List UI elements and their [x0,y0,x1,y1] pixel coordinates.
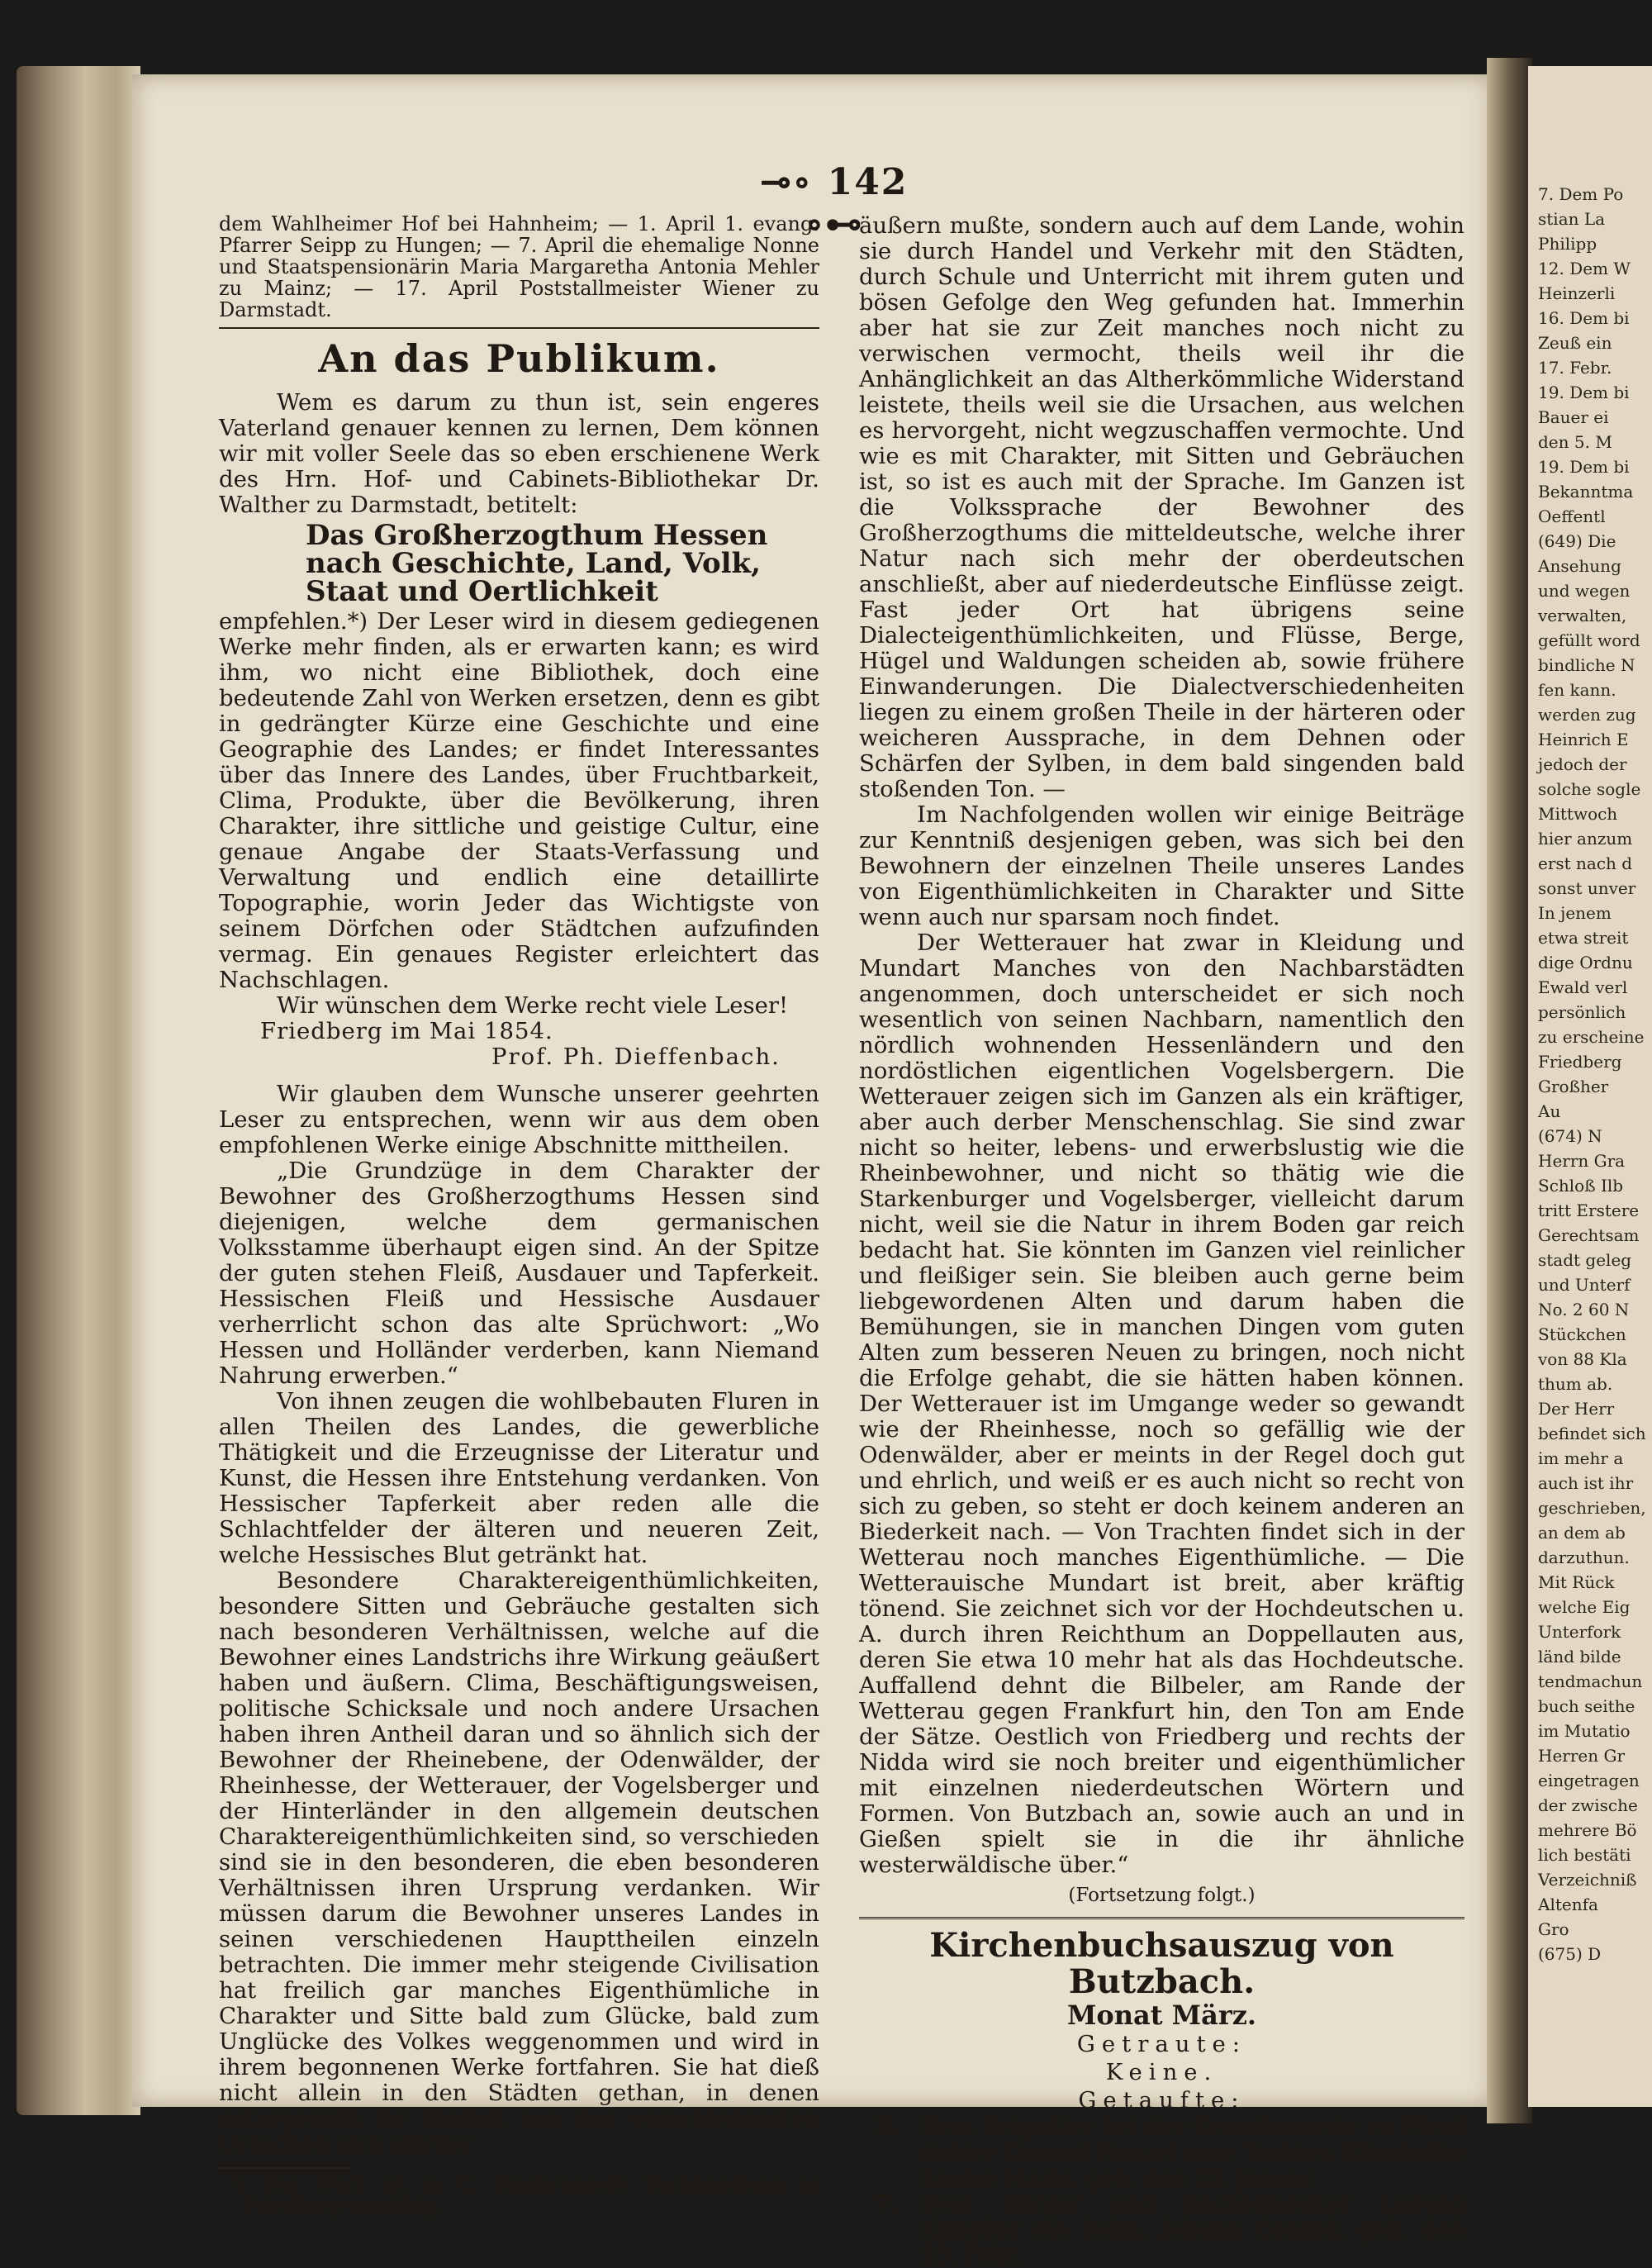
next-page-line: der zwische [1538,1795,1638,1815]
next-page-line: 12. Dem W [1538,259,1631,278]
next-page-line: Stückchen [1538,1324,1626,1344]
next-page-line: werden zug [1538,705,1636,725]
left-column [219,213,819,2217]
article-heading: An das Publikum. [318,336,720,381]
paragraph: äußern mußte, sondern auch auf dem Lande, wohin sie durch Handel und Verkehr mit den Städten, durch Schule und Unterricht mit ihrem guten und bösen Gefolge den Weg gefunden hat. Immerhin aber hat sie zur Zeit manches noch nicht zu verwischen vermocht, theils weil ihr die Anhänglichkeit an das Altherkömmliche Widerstand leistete, theils weil sie die Ursachen, aus welchen es hervorgeht, nicht wegzuschaffen vermochte. Und wie es mit Charakter, mit Sitten und Gebräuchen ist, so ist es auch mit der Sprache. Im Ganzen ist die Volkssprache der Bewohner des Großherzogthums die mitteldeutsche, welche ihrer Natur nach sich mehr der oberdeutschen anschließt, aber auf niederdeutsche Einflüsse zeigt. Fast jeder Ort hat übrigens seine Dialecteigenthümlichkeiten, und Flüsse, Berge, Hügel und Waldungen scheiden ab, sowie frühere Einwanderungen. Die Dialectverschiedenheiten liegen zu einem großen Theile in der härteren oder weicheren Aussprache, in dem Dehnen oder Schärfen der Sylben, in dem bald singenden bald stoßenden Ton. — [859,212,1464,802]
next-page-line: Zeuß ein [1538,333,1612,353]
next-page-line: Gro [1538,1919,1569,1939]
next-page-line: Der Herr [1538,1399,1615,1419]
next-page-line: Ewald verl [1538,977,1628,997]
book-page-edges [17,66,140,2115]
register-entry [876,2114,1464,2191]
next-page-line: erst nach d [1538,853,1633,873]
next-page-line: gefüllt word [1538,630,1640,650]
next-page-line: No. 2 60 N [1538,1300,1630,1319]
next-page-line: In jenem [1538,903,1612,923]
next-page-line: 16. Dem bi [1538,308,1630,328]
place-date: Friedberg im Mai 1854. [260,1018,553,1044]
next-page-line: tritt Erstere [1538,1201,1640,1220]
next-page-line: jedoch der [1538,754,1627,774]
paragraph: empfehlen.*) Der Leser wird in diesem gediegenen Werke mehr finden, als er erwarten kann; es wird ihm, wo nicht eine Bibliothek, doch eine bedeutende Zahl von Werken ersetzen, denn es gibt in gedrängter Kürze eine Geschichte und eine Geographie des Landes; er findet Interessantes über das Innere des Landes, über Fruchtbarkeit, Clima, Produkte, über die Bevölkerung, ihren Charakter, ihre sittliche und geistige Cultur, eine genaue Angabe der Staats-Verfassung und Verwaltung und endlich eine detaillirte Topographie, worin Jeder das Wichtigste von seinem Dörfchen oder Städtchen aufzufinden vermag. Ein genaues Register erleichtert das Nachschlagen. [219,608,819,993]
next-page-text [1538,182,1652,1966]
next-page-line: Mit Rück [1538,1572,1615,1592]
paragraph: Wir wünschen dem Werke recht viele Leser! [277,992,789,1019]
baptized-label: Getaufte: [1078,2087,1246,2113]
next-page-line: Gerechtsam [1538,1225,1640,1245]
section-divider [859,1917,1464,1919]
next-page-line: Friedberg [1538,1052,1622,1072]
paragraph: „Die Grundzüge in dem Charakter der Bewohner des Großherzogthums Hessen sind diejenigen, welche dem germanischen Volksstamme überhaupt eigen sind. An der Spitze der guten stehen Fleiß, Ausdauer und Tapferkeit. Hessischen Fleiß und Hessische Ausdauer verherrlicht schon das alte Sprüchwort: „Wo Hessen und Holländer verderben, kann Niemand Nahrung erwerben.“ [219,1158,819,1389]
next-page-line: auch ist ihr [1538,1473,1634,1493]
next-page-line: buch seithe [1538,1696,1635,1716]
next-page-line: Bauer ei [1538,407,1609,427]
next-page-line: Mittwoch [1538,804,1618,824]
next-page-line: bindliche N [1538,655,1635,675]
signature: Prof. Ph. Dieffenbach. [491,1044,781,1070]
next-page-fragment [1528,66,1652,2107]
next-page-line: 19. Dem bi [1538,383,1630,402]
next-page-line: welche Eig [1538,1597,1631,1617]
next-page-line: sonst unver [1538,878,1636,898]
next-page-line: 19. Dem bi [1538,457,1630,477]
next-page-line: eingetragen [1538,1771,1640,1790]
next-page-line: Heinzerli [1538,283,1616,303]
next-page-line: Verzeichniß [1538,1870,1637,1890]
next-page-line: dige Ordnu [1538,953,1633,972]
entry-text: Dem Bürger und Bäckermeister Ludwig Künstler ein Sohn, Johann Conrad, geb. den 23. Febr. [921,2190,1464,2268]
page-number: 142 [827,161,909,203]
next-page-line: Altenfa [1538,1895,1598,1914]
church-register-month: Monat März. [1066,1999,1256,2031]
next-page-line: 7. Dem Po [1538,184,1624,204]
next-page-line: Bekanntma [1538,482,1634,502]
next-page-line: Großher [1538,1077,1609,1096]
entry-number: 7. [876,2190,900,2217]
next-page-line: Herren Gr [1538,1746,1626,1766]
next-page-line: Philipp [1538,234,1597,254]
next-page-line: Au [1538,1101,1561,1121]
next-page-line: Ansehung [1538,556,1621,576]
paragraph: Im Nachfolgenden wollen wir einige Beiträge zur Kenntniß desjenigen geben, was sich bei den Bewohnern der einzelnen Theile unseres Landes von Eigenthümlichkeiten in Charakter und Sitte wenn auch nur sparsam noch findet. [859,801,1464,930]
paragraph: Wir glauben dem Wunsche unserer geehrten Leser zu entsprechen, wenn wir aus dem oben empfohlenen Werke einige Abschnitte mittheilen. [219,1081,819,1158]
book-gutter [1487,58,1532,2123]
next-page-line: fen kann. [1538,680,1616,700]
book-title: Das Großherzogthum Hessen nach Geschichte, Land, Volk, Staat und Oertlichkeit [306,519,768,608]
next-page-line: hier anzum [1538,829,1633,849]
next-page-line: mehrere Bö [1538,1820,1637,1840]
continuation-note: (Fortsetzung folgt.) [1068,1885,1256,1906]
next-page-line: verwalten, [1538,606,1627,625]
married-value: Keine. [1105,2059,1218,2085]
footnote-divider [219,2167,351,2169]
entry-number: 2. [876,2113,900,2140]
ornament-left: ⊸∘ [760,161,814,203]
next-page-line: Schloß Ilb [1538,1176,1624,1196]
next-page-line: Unterfork [1538,1622,1621,1642]
entry-text: Dem Brigadier bei der Gensdarmerie zu Pferd dahier Conrad Wenzel eine Tochter, Elisabethe Louise Marie, geb. den 22. Januar. [921,2113,1464,2191]
next-page-line: thum ab. [1538,1374,1613,1394]
ornament-right: ∘⊷ [805,203,864,245]
next-page-line: 17. Febr. [1538,358,1612,378]
paragraph: Besondere Charaktereigenthümlichkeiten, besondere Sitten und Gebräuche gestalten sich nach besonderen Verhältnissen, welche auf die Bewohner eines Landstrichs ihre Wirkung geäußert haben und äußern. Clima, Beschäftigungsweisen, politische Schicksale und noch andere Ursachen haben ihren Antheil daran und so ähnlich sich der Bewohner der Rheinebene, der Odenwälder, der Rheinhesse, der Wetterauer, der Vogelsberger und der Hinterländer in den allgemein deutschen Charaktereigenthümlichkeiten sind, so verschieden sind sie in den besonderen, die eben besonderen Verhältnissen ihren Ursprung verdanken. Wir müssen darum die Bewohner unseres Landes in seinen verschiedenen Haupttheilen einzeln betrachten. Die immer mehr steigende Civilisation hat freilich gar manches Eigenthümliche in Charakter und Sitte bald zum Glücke, bald zum Unglücke des Volkes weggenommen und wird in ihrem begonnenen Werke fortfahren. Sie hat dieß nicht allein in den Städten gethan, in denen naturgemäß ihr Einfluß aus den verschiedensten Ursachen sich stärker [219,1567,819,2157]
paragraph: Wem es darum zu thun ist, sein engeres Vaterland genauer kennen zu lernen, Dem können wir mit voller Seele das so eben erschienene Werk des Hrn. Hof- und Cabinets-Bibliothekar Dr. Walther zu Darmstadt, betitelt: [219,389,819,518]
next-page-line: zu erscheine [1538,1027,1645,1047]
next-page-line: solche sogle [1538,779,1641,799]
register-entry [876,2191,1464,2268]
death-notices-continued: dem Wahlheimer Hof bei Hahnheim; — 1. April 1. evang. Pfarrer Seipp zu Hungen; — 7. April die ehemalige Nonne und Staatspensionärin Maria Margaretha Antonia Mehler zu Mainz; — 17. April Poststallmeister Wiener zu Darmstadt. [219,212,819,321]
next-page-line: an dem ab [1538,1523,1626,1543]
next-page-line: geschrieben, [1538,1498,1646,1518]
next-page-line: Heinrich E [1538,730,1629,749]
next-page-line: stian La [1538,209,1606,229]
next-page-line: darzuthun. [1538,1548,1630,1567]
next-page-line: im Mutatio [1538,1721,1631,1741]
paragraph: Von ihnen zeugen die wohlbebauten Fluren in allen Theilen des Landes, die gewerbliche Thätigkeit und die Erzeugnisse der Literatur und Kunst, die Hessen ihre Entstehung verdanken. Von Hessischer Tapferkeit aber reden alle die Schlachtfelder der älteren und neueren Zeit, welche Hessisches Blut getränkt hat. [219,1388,819,1568]
married-label: Getraute: [1076,2031,1247,2057]
footnote: *) Das Werk ist in C. Bindernagel's Buchhandlung in Friedberg vorräthig. [229,2174,819,2217]
next-page-line: und wegen [1538,581,1631,601]
next-page-line: und Unterf [1538,1275,1631,1295]
next-page-line: (675) D [1538,1944,1602,1964]
church-register-title: Kirchenbuchsauszug von Butzbach. [929,1926,1394,2001]
next-page-line: länd bilde [1538,1647,1621,1667]
section-divider [219,327,819,329]
next-page-line: von 88 Kla [1538,1349,1627,1369]
next-page-line: den 5. M [1538,432,1612,452]
next-page-line: (674) N [1538,1126,1602,1146]
next-page-line: persönlich [1538,1002,1626,1022]
next-page-line: Herrn Gra [1538,1151,1626,1171]
next-page-line: stadt geleg [1538,1250,1632,1270]
next-page-line: Oeffentl [1538,506,1606,526]
next-page-line: tendmachun [1538,1671,1643,1691]
paragraph: Der Wetterauer hat zwar in Kleidung und Mundart Manches von den Nachbarstädten angenommen, doch unterscheidet er sich noch wesentlich von seinen Nachbarn, namentlich den nördlich wohnenden Hessenländern und den nordöstlichen eigentlichen Vogelsbergern. Die Wetterauer zeigen sich im Ganzen als ein kräftiger, aber auch derber Menschenschlag. Sie sind zwar nicht so heiter, lebens- und erwerbslustig wie die Rheinbewohner, und nicht so thätig wie die Starkenburger und Vogelsberger, vielleicht darum nicht, weil sie die Natur in ihrem Boden gar reich bedacht hat. Sie könnten im Ganzen viel reinlicher und fleißiger sein. Sie bleiben auch gerne beim liebgewordenen Alten und darum haben die Bemühungen, sie in manchen Dingen vom guten Alten zum besseren Neuen zu bringen, noch nicht die Erfolge gehabt, die sie hätten haben können. Der Wetterauer ist im Umgange weder so gewandt wie der Rheinhesse, noch so gefällig wie der Odenwälder, aber er meints in der Regel doch gut und ehrlich, und weiß er es auch nicht so recht von sich zu geben, so steht er doch keinem anderen an Biederkeit nach. — Von Trachten findet sich in der Wetterau noch manches Eigenthümliche. — Die Wetterauische Mundart ist breit, aber kräftig tönend. Sie zeichnet sich vor der Hochdeutschen u. A. durch ihren Reichthum an Doppellauten aus, deren Sie etwa 10 mehr hat als das Hochdeutsche. Auffallend dehnt die Bilbeler, am Rande der Wetterau gegen Frankfurt hin, den Ton am Ende der Sätze. Oestlich von Friedberg und rechts der Nidda wird sie noch breiter und eigenthümlicher mit einzelnen niederdeutschen Wörtern und Formen. Von Butzbach an, sowie auch an und in Gießen spielt sie in die ihr ähnliche westerwäldische über.“ [859,930,1464,1878]
right-column [859,213,1464,2268]
next-page-line: etwa streit [1538,928,1629,948]
next-page-line: befindet sich [1538,1424,1646,1443]
next-page-line: im mehr a [1538,1448,1624,1468]
next-page-line: (649) Die [1538,531,1616,551]
next-page-line: lich bestäti [1538,1845,1631,1865]
